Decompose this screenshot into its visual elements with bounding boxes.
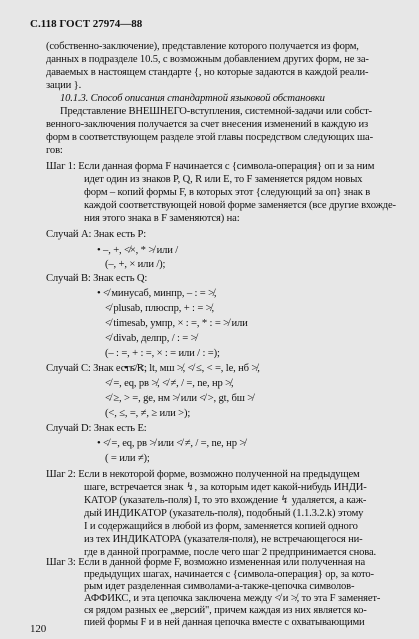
- text-line: где в данной программе, после чего шаг 2 предпринимается снова.: [84, 547, 377, 558]
- case-b-heading: Случай B: Знак есть Q:: [46, 273, 148, 284]
- case-a-symbols: (–, +, × или /);: [105, 259, 166, 270]
- text-line: КАТОР (указатель-поля) I, то это вхождение ↯ удаляется, а каж-: [84, 495, 367, 506]
- text-line: I и содержащийся в любой из форм, заменяется копией одного: [84, 521, 358, 532]
- text-line: (собственно-заключение), представление которого получается из форм,: [46, 41, 359, 52]
- section-heading: 10.1.3. Способ описания стандартной языковой обстановки: [60, 93, 325, 104]
- text-line: венного-заключения получается за счет внесения изменений в каждую из: [46, 119, 369, 130]
- case-b-symbols: • ≮ минусаб, минпр, – : = ≯,: [97, 288, 217, 299]
- page-number: 120: [30, 623, 47, 635]
- text-line: пией формы F и в ней данная цепочка вместе с охватывающими: [84, 617, 365, 628]
- case-a-heading: Случай A: Знак есть P:: [46, 229, 147, 240]
- case-c-symbols: (<, ≤, =, ≠, ≥ или >);: [105, 408, 191, 419]
- text-line: ния этого знака в F заменяются) на:: [84, 213, 240, 224]
- case-d-heading: Случай D: Знак есть E:: [46, 423, 147, 434]
- case-b-symbols: ≮ plusab, плюспр, + : = ≯,: [105, 303, 214, 314]
- case-c-symbols: • ≮ <, lt, мш ≯, ≮ ≤, < =, le, нб ≯,: [124, 363, 260, 374]
- text-line: зации }.: [46, 80, 82, 91]
- text-line: ся рядом разных ее „версий", причем каждая из них является ко-: [84, 605, 367, 616]
- step-1-line: Шаг 1: Если данная форма F начинается с {символа-операция} оп и за ним: [46, 161, 375, 172]
- step-3-line: Шаг 3: Если в данной форме F, возможно измененная или полученная на: [46, 557, 366, 568]
- text-line: идет один из знаков P, Q, R или E, то F заменяется рядом новых: [84, 174, 363, 185]
- text-line: форм – копий формы F, в которых этот {следующий за оп} знак в: [84, 187, 371, 198]
- case-d-symbols: • ≮ =, eq, рв ≯ или ≮ ≠, / =, ne, нр ≯: [97, 438, 246, 449]
- text-line: форм в соответствующем разделе этой главы посредством следующих ша-: [46, 132, 373, 143]
- running-header: С.118 ГОСТ 27974—88: [30, 18, 143, 30]
- text-line: предыдущих шагах, начинается с {символа-операция} ор, за кото-: [84, 569, 374, 580]
- text-line: даваемых в настоящем стандарте {, но которые задаются в каждой реали-: [46, 67, 369, 78]
- case-b-symbols: (– : =, + : =, × : = или / : =);: [105, 348, 220, 359]
- text-line: шаге, встречается знак ↯, за которым идет какой-нибудь ИНДИ-: [84, 482, 367, 493]
- text-line: каждой соответствующей новой форме заменяется (все другие вхожде-: [84, 200, 396, 211]
- case-a-symbols: • –, +, ≮×, * ≯ или /: [97, 245, 179, 256]
- text-line: гов:: [46, 145, 63, 156]
- case-b-symbols: ≮ divab, делпр, / : = ≯: [105, 333, 197, 344]
- case-c-heading: Случай C: Знак есть R:: [46, 363, 147, 374]
- text-line: дый ИНДИКАТОР (указатель-поля), подобный (1.1.3.2.k) этому: [84, 508, 364, 519]
- case-c-symbols: ≮ ≥, > =, ge, нм ≯ или ≮ >, gt, бш ≯: [105, 393, 254, 404]
- text-line: данных в подразделе 10.5, с возможным добавлением других форм, не за-: [46, 54, 369, 65]
- case-d-symbols: ( = или ≠);: [105, 453, 150, 464]
- case-b-symbols: ≮ timesab, умпр, × : =, * : = ≯ или: [105, 318, 248, 329]
- text-line: из тех ИНДИКАТОРА (указателя-поля), не встречающегося ни-: [84, 534, 363, 545]
- step-2-line: Шаг 2: Если в некоторой форме, возможно полученной на предыдущем: [46, 469, 360, 480]
- text-line: рым идет разделенная символами-а-также-цепочка символов-: [84, 581, 355, 592]
- text-line: АФФИКС, и эта цепочка заключена между ≮ и ≯, то эта F заменяет-: [84, 593, 381, 604]
- text-line: Представление ВНЕШНЕГО-вступления, системной-задачи или собст-: [60, 106, 372, 117]
- case-c-symbols: ≮ =, eq, рв ≯, ≮ ≠, / =, ne, нр ≯,: [105, 378, 234, 389]
